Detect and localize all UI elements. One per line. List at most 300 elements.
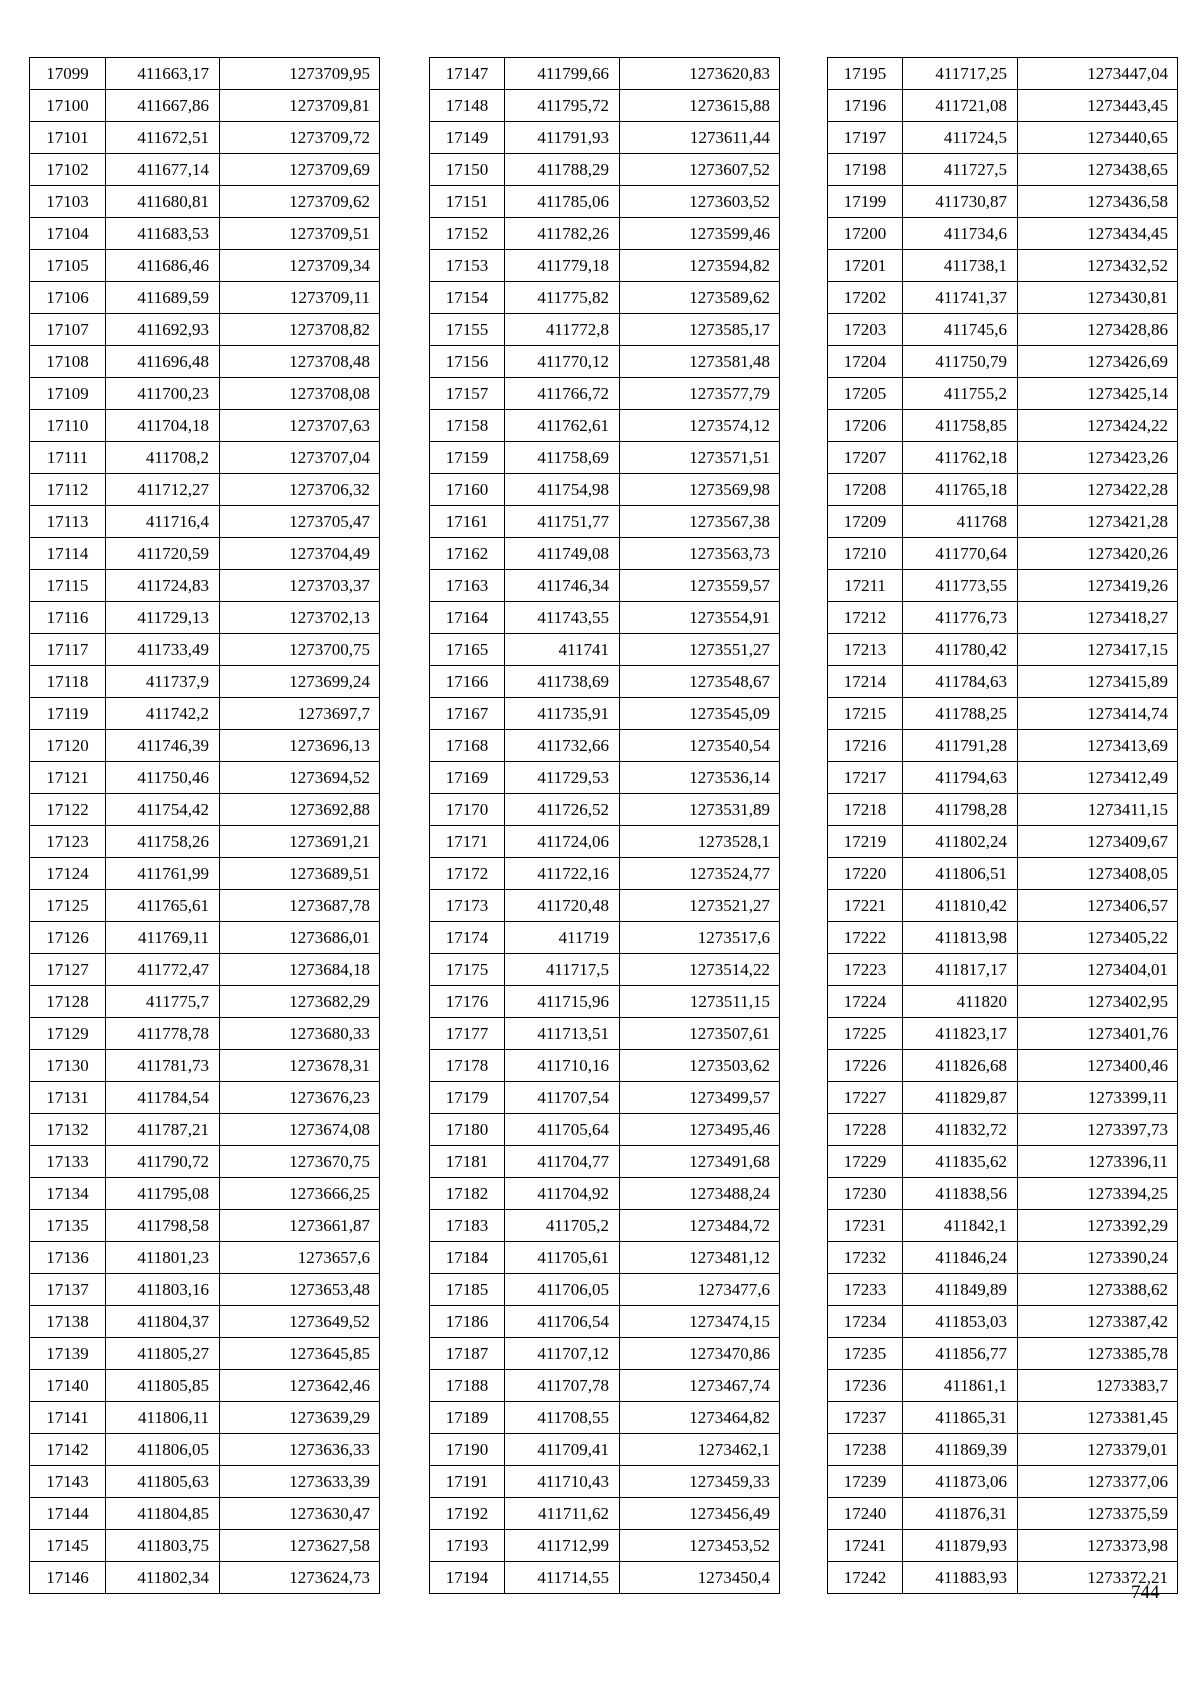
x-coordinate-cell: 411810,42 (903, 890, 1018, 922)
point-number-cell: 17105 (30, 250, 106, 282)
table-row (430, 1402, 780, 1434)
point-number-cell: 17153 (430, 250, 505, 282)
point-number-cell: 17154 (430, 282, 505, 314)
x-coordinate-cell: 411712,99 (505, 1530, 620, 1562)
table-row (430, 1370, 780, 1402)
point-number-cell: 17202 (828, 282, 903, 314)
y-coordinate-cell: 1273686,01 (220, 922, 380, 954)
table-row (30, 954, 380, 986)
point-number-cell: 17123 (30, 826, 106, 858)
y-coordinate-cell: 1273422,28 (1018, 474, 1178, 506)
y-coordinate-cell: 1273412,49 (1018, 762, 1178, 794)
x-coordinate-cell: 411705,64 (505, 1114, 620, 1146)
point-number-cell: 17169 (430, 762, 505, 794)
point-number-cell: 17165 (430, 634, 505, 666)
point-number-cell: 17182 (430, 1178, 505, 1210)
x-coordinate-cell: 411706,54 (505, 1306, 620, 1338)
x-coordinate-cell: 411842,1 (903, 1210, 1018, 1242)
x-coordinate-cell: 411758,85 (903, 410, 1018, 442)
y-coordinate-cell: 1273414,74 (1018, 698, 1178, 730)
point-number-cell: 17201 (828, 250, 903, 282)
y-coordinate-cell: 1273674,08 (220, 1114, 380, 1146)
point-number-cell: 17157 (430, 378, 505, 410)
y-coordinate-cell: 1273708,82 (220, 314, 380, 346)
x-coordinate-cell: 411799,66 (505, 58, 620, 90)
point-number-cell: 17204 (828, 346, 903, 378)
y-coordinate-cell: 1273709,69 (220, 154, 380, 186)
table-row (30, 1082, 380, 1114)
point-number-cell: 17149 (430, 122, 505, 154)
x-coordinate-cell: 411733,49 (106, 634, 220, 666)
point-number-cell: 17130 (30, 1050, 106, 1082)
x-coordinate-cell: 411790,72 (106, 1146, 220, 1178)
table-row (828, 282, 1178, 314)
y-coordinate-cell: 1273406,57 (1018, 890, 1178, 922)
x-coordinate-cell: 411780,42 (903, 634, 1018, 666)
point-number-cell: 17131 (30, 1082, 106, 1114)
y-coordinate-cell: 1273603,52 (620, 186, 780, 218)
y-coordinate-cell: 1273385,78 (1018, 1338, 1178, 1370)
point-number-cell: 17132 (30, 1114, 106, 1146)
point-number-cell: 17188 (430, 1370, 505, 1402)
x-coordinate-cell: 411677,14 (106, 154, 220, 186)
y-coordinate-cell: 1273551,27 (620, 634, 780, 666)
y-coordinate-cell: 1273581,48 (620, 346, 780, 378)
point-number-cell: 17166 (430, 666, 505, 698)
table-row (828, 794, 1178, 826)
point-number-cell: 17234 (828, 1306, 903, 1338)
point-number-cell: 17208 (828, 474, 903, 506)
x-coordinate-cell: 411749,08 (505, 538, 620, 570)
y-coordinate-cell: 1273666,25 (220, 1178, 380, 1210)
point-number-cell: 17116 (30, 602, 106, 634)
table-row (430, 634, 780, 666)
x-coordinate-cell: 411686,46 (106, 250, 220, 282)
table-row (30, 1210, 380, 1242)
table-row (430, 1242, 780, 1274)
table-row (430, 570, 780, 602)
y-coordinate-cell: 1273418,27 (1018, 602, 1178, 634)
x-coordinate-cell: 411823,17 (903, 1018, 1018, 1050)
table-row (430, 1018, 780, 1050)
point-number-cell: 17210 (828, 538, 903, 570)
x-coordinate-cell: 411795,72 (505, 90, 620, 122)
x-coordinate-cell: 411735,91 (505, 698, 620, 730)
x-coordinate-cell: 411803,75 (106, 1530, 220, 1562)
table-row (828, 1178, 1178, 1210)
table-row (828, 1082, 1178, 1114)
point-number-cell: 17156 (430, 346, 505, 378)
point-number-cell: 17236 (828, 1370, 903, 1402)
table-row (30, 1114, 380, 1146)
point-number-cell: 17103 (30, 186, 106, 218)
point-number-cell: 17121 (30, 762, 106, 794)
table-row (30, 762, 380, 794)
x-coordinate-cell: 411787,21 (106, 1114, 220, 1146)
table-row (430, 730, 780, 762)
table-row (30, 890, 380, 922)
point-number-cell: 17199 (828, 186, 903, 218)
y-coordinate-cell: 1273405,22 (1018, 922, 1178, 954)
x-coordinate-cell: 411754,42 (106, 794, 220, 826)
table-row (430, 1146, 780, 1178)
table-row (828, 1050, 1178, 1082)
y-coordinate-cell: 1273503,62 (620, 1050, 780, 1082)
table-row (430, 314, 780, 346)
y-coordinate-cell: 1273630,47 (220, 1498, 380, 1530)
coordinate-table-3 (827, 57, 1178, 1594)
point-number-cell: 17212 (828, 602, 903, 634)
table-row (30, 218, 380, 250)
point-number-cell: 17224 (828, 986, 903, 1018)
point-number-cell: 17211 (828, 570, 903, 602)
table-row (430, 1562, 780, 1594)
table-row (430, 154, 780, 186)
point-number-cell: 17218 (828, 794, 903, 826)
y-coordinate-cell: 1273450,4 (620, 1562, 780, 1594)
x-coordinate-cell: 411846,24 (903, 1242, 1018, 1274)
y-coordinate-cell: 1273678,31 (220, 1050, 380, 1082)
point-number-cell: 17150 (430, 154, 505, 186)
x-coordinate-cell: 411775,82 (505, 282, 620, 314)
point-number-cell: 17214 (828, 666, 903, 698)
table-row (30, 986, 380, 1018)
y-coordinate-cell: 1273709,34 (220, 250, 380, 282)
y-coordinate-cell: 1273394,25 (1018, 1178, 1178, 1210)
x-coordinate-cell: 411762,18 (903, 442, 1018, 474)
table-row (828, 1498, 1178, 1530)
point-number-cell: 17119 (30, 698, 106, 730)
y-coordinate-cell: 1273392,29 (1018, 1210, 1178, 1242)
point-number-cell: 17120 (30, 730, 106, 762)
y-coordinate-cell: 1273491,68 (620, 1146, 780, 1178)
y-coordinate-cell: 1273432,52 (1018, 250, 1178, 282)
point-number-cell: 17196 (828, 90, 903, 122)
table-row (30, 698, 380, 730)
x-coordinate-cell: 411769,11 (106, 922, 220, 954)
y-coordinate-cell: 1273436,58 (1018, 186, 1178, 218)
x-coordinate-cell: 411750,46 (106, 762, 220, 794)
table-row (828, 954, 1178, 986)
point-number-cell: 17240 (828, 1498, 903, 1530)
y-coordinate-cell: 1273488,24 (620, 1178, 780, 1210)
y-coordinate-cell: 1273692,88 (220, 794, 380, 826)
y-coordinate-cell: 1273536,14 (620, 762, 780, 794)
point-number-cell: 17106 (30, 282, 106, 314)
table-row (30, 1274, 380, 1306)
table-row (828, 698, 1178, 730)
table-row (430, 794, 780, 826)
point-number-cell: 17173 (430, 890, 505, 922)
x-coordinate-cell: 411734,6 (903, 218, 1018, 250)
y-coordinate-cell: 1273687,78 (220, 890, 380, 922)
point-number-cell: 17115 (30, 570, 106, 602)
y-coordinate-cell: 1273709,81 (220, 90, 380, 122)
y-coordinate-cell: 1273642,46 (220, 1370, 380, 1402)
table-row (30, 1242, 380, 1274)
table-row (828, 666, 1178, 698)
x-coordinate-cell: 411849,89 (903, 1274, 1018, 1306)
point-number-cell: 17122 (30, 794, 106, 826)
table-row (430, 986, 780, 1018)
y-coordinate-cell: 1273462,1 (620, 1434, 780, 1466)
point-number-cell: 17230 (828, 1178, 903, 1210)
y-coordinate-cell: 1273639,29 (220, 1402, 380, 1434)
page-number: 744 (1131, 1582, 1160, 1603)
y-coordinate-cell: 1273707,63 (220, 410, 380, 442)
table-row (430, 506, 780, 538)
y-coordinate-cell: 1273657,6 (220, 1242, 380, 1274)
table-row (30, 538, 380, 570)
x-coordinate-cell: 411778,78 (106, 1018, 220, 1050)
table-row (430, 410, 780, 442)
point-number-cell: 17134 (30, 1178, 106, 1210)
table-row (828, 1306, 1178, 1338)
table-row (828, 858, 1178, 890)
y-coordinate-cell: 1273699,24 (220, 666, 380, 698)
x-coordinate-cell: 411717,25 (903, 58, 1018, 90)
x-coordinate-cell: 411705,2 (505, 1210, 620, 1242)
point-number-cell: 17200 (828, 218, 903, 250)
y-coordinate-cell: 1273383,7 (1018, 1370, 1178, 1402)
table-row (828, 634, 1178, 666)
point-number-cell: 17167 (430, 698, 505, 730)
point-number-cell: 17191 (430, 1466, 505, 1498)
point-number-cell: 17220 (828, 858, 903, 890)
point-number-cell: 17102 (30, 154, 106, 186)
x-coordinate-cell: 411712,27 (106, 474, 220, 506)
table-row (30, 1338, 380, 1370)
x-coordinate-cell: 411865,31 (903, 1402, 1018, 1434)
point-number-cell: 17216 (828, 730, 903, 762)
point-number-cell: 17192 (430, 1498, 505, 1530)
point-number-cell: 17231 (828, 1210, 903, 1242)
y-coordinate-cell: 1273633,39 (220, 1466, 380, 1498)
point-number-cell: 17217 (828, 762, 903, 794)
table-row (30, 346, 380, 378)
x-coordinate-cell: 411663,17 (106, 58, 220, 90)
table-row (828, 1466, 1178, 1498)
table-row (30, 1178, 380, 1210)
x-coordinate-cell: 411794,63 (903, 762, 1018, 794)
x-coordinate-cell: 411754,98 (505, 474, 620, 506)
x-coordinate-cell: 411861,1 (903, 1370, 1018, 1402)
table-row (430, 1082, 780, 1114)
table-row (430, 1434, 780, 1466)
point-number-cell: 17143 (30, 1466, 106, 1498)
table-row (828, 1146, 1178, 1178)
x-coordinate-cell: 411707,78 (505, 1370, 620, 1402)
y-coordinate-cell: 1273548,67 (620, 666, 780, 698)
point-number-cell: 17184 (430, 1242, 505, 1274)
x-coordinate-cell: 411706,05 (505, 1274, 620, 1306)
y-coordinate-cell: 1273434,45 (1018, 218, 1178, 250)
y-coordinate-cell: 1273649,52 (220, 1306, 380, 1338)
table-row (828, 314, 1178, 346)
x-coordinate-cell: 411720,48 (505, 890, 620, 922)
y-coordinate-cell: 1273379,01 (1018, 1434, 1178, 1466)
y-coordinate-cell: 1273377,06 (1018, 1466, 1178, 1498)
y-coordinate-cell: 1273372,21 (1018, 1562, 1178, 1594)
table-row (30, 1018, 380, 1050)
x-coordinate-cell: 411869,39 (903, 1434, 1018, 1466)
y-coordinate-cell: 1273426,69 (1018, 346, 1178, 378)
y-coordinate-cell: 1273624,73 (220, 1562, 380, 1594)
x-coordinate-cell: 411835,62 (903, 1146, 1018, 1178)
table-row (30, 58, 380, 90)
point-number-cell: 17111 (30, 442, 106, 474)
table-row (430, 666, 780, 698)
x-coordinate-cell: 411741,37 (903, 282, 1018, 314)
x-coordinate-cell: 411689,59 (106, 282, 220, 314)
table-row (430, 90, 780, 122)
y-coordinate-cell: 1273540,54 (620, 730, 780, 762)
x-coordinate-cell: 411772,47 (106, 954, 220, 986)
point-number-cell: 17181 (430, 1146, 505, 1178)
y-coordinate-cell: 1273408,05 (1018, 858, 1178, 890)
y-coordinate-cell: 1273704,49 (220, 538, 380, 570)
y-coordinate-cell: 1273599,46 (620, 218, 780, 250)
y-coordinate-cell: 1273517,6 (620, 922, 780, 954)
x-coordinate-cell: 411710,43 (505, 1466, 620, 1498)
table-row (430, 1178, 780, 1210)
point-number-cell: 17189 (430, 1402, 505, 1434)
point-number-cell: 17227 (828, 1082, 903, 1114)
point-number-cell: 17175 (430, 954, 505, 986)
point-number-cell: 17222 (828, 922, 903, 954)
table-row (828, 1210, 1178, 1242)
y-coordinate-cell: 1273708,48 (220, 346, 380, 378)
y-coordinate-cell: 1273409,67 (1018, 826, 1178, 858)
table-row (828, 1530, 1178, 1562)
table-row (30, 922, 380, 954)
y-coordinate-cell: 1273563,73 (620, 538, 780, 570)
point-number-cell: 17110 (30, 410, 106, 442)
point-number-cell: 17215 (828, 698, 903, 730)
table-row (828, 378, 1178, 410)
y-coordinate-cell: 1273420,26 (1018, 538, 1178, 570)
table-row (430, 698, 780, 730)
point-number-cell: 17223 (828, 954, 903, 986)
x-coordinate-cell: 411730,87 (903, 186, 1018, 218)
y-coordinate-cell: 1273571,51 (620, 442, 780, 474)
point-number-cell: 17107 (30, 314, 106, 346)
table-row (828, 410, 1178, 442)
table-row (828, 730, 1178, 762)
y-coordinate-cell: 1273682,29 (220, 986, 380, 1018)
y-coordinate-cell: 1273661,87 (220, 1210, 380, 1242)
x-coordinate-cell: 411746,34 (505, 570, 620, 602)
point-number-cell: 17194 (430, 1562, 505, 1594)
point-number-cell: 17151 (430, 186, 505, 218)
y-coordinate-cell: 1273440,65 (1018, 122, 1178, 154)
table-row (30, 1370, 380, 1402)
point-number-cell: 17112 (30, 474, 106, 506)
x-coordinate-cell: 411704,18 (106, 410, 220, 442)
x-coordinate-cell: 411715,96 (505, 986, 620, 1018)
table-row (30, 1402, 380, 1434)
y-coordinate-cell: 1273567,38 (620, 506, 780, 538)
point-number-cell: 17118 (30, 666, 106, 698)
y-coordinate-cell: 1273474,15 (620, 1306, 780, 1338)
x-coordinate-cell: 411692,93 (106, 314, 220, 346)
y-coordinate-cell: 1273554,91 (620, 602, 780, 634)
point-number-cell: 17180 (430, 1114, 505, 1146)
x-coordinate-cell: 411704,77 (505, 1146, 620, 1178)
x-coordinate-cell: 411708,2 (106, 442, 220, 474)
point-number-cell: 17147 (430, 58, 505, 90)
y-coordinate-cell: 1273545,09 (620, 698, 780, 730)
x-coordinate-cell: 411768 (903, 506, 1018, 538)
x-coordinate-cell: 411832,72 (903, 1114, 1018, 1146)
y-coordinate-cell: 1273709,62 (220, 186, 380, 218)
point-number-cell: 17170 (430, 794, 505, 826)
x-coordinate-cell: 411700,23 (106, 378, 220, 410)
point-number-cell: 17198 (828, 154, 903, 186)
point-number-cell: 17226 (828, 1050, 903, 1082)
x-coordinate-cell: 411724,83 (106, 570, 220, 602)
y-coordinate-cell: 1273484,72 (620, 1210, 780, 1242)
x-coordinate-cell: 411856,77 (903, 1338, 1018, 1370)
x-coordinate-cell: 411705,61 (505, 1242, 620, 1274)
y-coordinate-cell: 1273511,15 (620, 986, 780, 1018)
x-coordinate-cell: 411798,58 (106, 1210, 220, 1242)
x-coordinate-cell: 411873,06 (903, 1466, 1018, 1498)
point-number-cell: 17160 (430, 474, 505, 506)
table-row (30, 90, 380, 122)
y-coordinate-cell: 1273470,86 (620, 1338, 780, 1370)
y-coordinate-cell: 1273676,23 (220, 1082, 380, 1114)
table-row (30, 186, 380, 218)
point-number-cell: 17129 (30, 1018, 106, 1050)
point-number-cell: 17232 (828, 1242, 903, 1274)
x-coordinate-cell: 411804,85 (106, 1498, 220, 1530)
table-row (430, 58, 780, 90)
point-number-cell: 17144 (30, 1498, 106, 1530)
table-row (828, 1242, 1178, 1274)
x-coordinate-cell: 411713,51 (505, 1018, 620, 1050)
table-row (828, 1562, 1178, 1594)
x-coordinate-cell: 411829,87 (903, 1082, 1018, 1114)
point-number-cell: 17177 (430, 1018, 505, 1050)
y-coordinate-cell: 1273447,04 (1018, 58, 1178, 90)
table-row (30, 442, 380, 474)
point-number-cell: 17168 (430, 730, 505, 762)
table-row (430, 442, 780, 474)
y-coordinate-cell: 1273594,82 (620, 250, 780, 282)
table-row (30, 794, 380, 826)
table-row (828, 890, 1178, 922)
y-coordinate-cell: 1273709,95 (220, 58, 380, 90)
y-coordinate-cell: 1273524,77 (620, 858, 780, 890)
y-coordinate-cell: 1273697,7 (220, 698, 380, 730)
point-number-cell: 17163 (430, 570, 505, 602)
x-coordinate-cell: 411707,54 (505, 1082, 620, 1114)
y-coordinate-cell: 1273709,51 (220, 218, 380, 250)
y-coordinate-cell: 1273481,12 (620, 1242, 780, 1274)
table-row (30, 1530, 380, 1562)
table-row (430, 1498, 780, 1530)
x-coordinate-cell: 411726,52 (505, 794, 620, 826)
table-row (30, 826, 380, 858)
point-number-cell: 17146 (30, 1562, 106, 1594)
x-coordinate-cell: 411720,59 (106, 538, 220, 570)
y-coordinate-cell: 1273438,65 (1018, 154, 1178, 186)
x-coordinate-cell: 411805,27 (106, 1338, 220, 1370)
point-number-cell: 17229 (828, 1146, 903, 1178)
y-coordinate-cell: 1273443,45 (1018, 90, 1178, 122)
table-row (430, 474, 780, 506)
